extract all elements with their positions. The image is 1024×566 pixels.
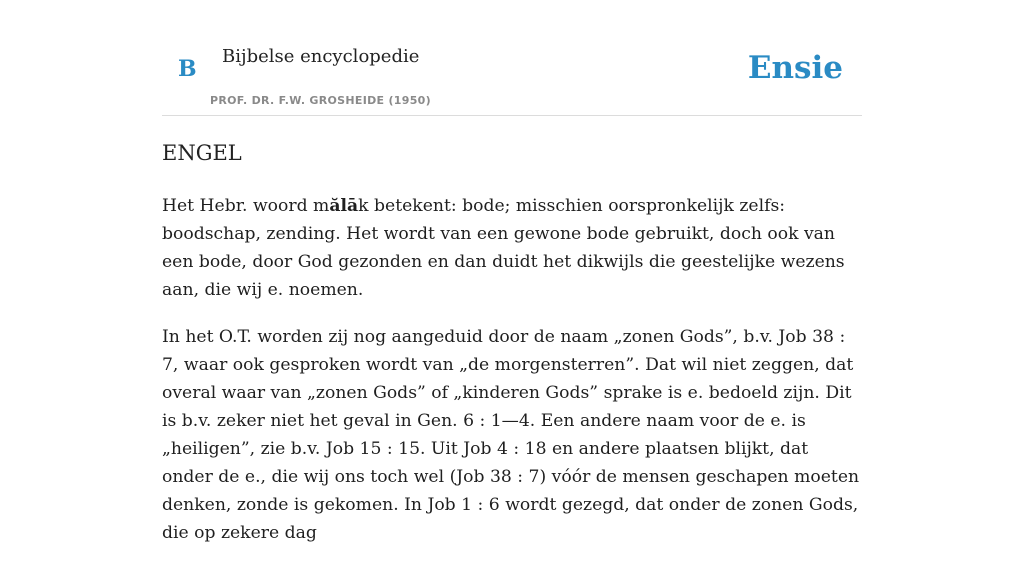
ensie-logo-link[interactable]: Ensie: [747, 50, 843, 86]
hebrew-word-bold: ălā: [329, 196, 359, 216]
page-container: [162, 0, 862, 543]
paragraph-1: [162, 192, 862, 304]
book-author: PROF. DR. F.W. GROSHEIDE (1950): [210, 94, 431, 107]
paragraph-1-start: Het Hebr. woord m: [162, 196, 330, 216]
paragraph-2: In het O.T. worden zij nog aangeduid door de naam „zonen Gods”, b.v. Job 38 : 7, waar ook gesproken wordt van „de morgensterren”. Dat wil niet zeggen, dat overal waar van „zonen Gods” of „kinderen Gods” sprake is e. bedoeld zijn. Dit is b.v. zeker niet het geval in Gen. 6 : 1—4. Een andere naam voor de e. is „heiligen”, zie b.v. Job 15 : 15. Uit Job 4 : 18 en andere plaatsen blijkt, dat onder de e., die wij ons toch wel (Job 38 : 7) vóór de mensen geschapen moeten denken, zonde is gekomen. In Job 1 : 6 wordt gezegd, dat onder de zonen Gods, die op zekere dag: [162, 327, 860, 543]
article-body: [162, 192, 862, 566]
header: [162, 0, 862, 116]
book-title[interactable]: Bijbelse encyclopedie: [222, 46, 420, 67]
book-logo-link[interactable]: B: [178, 56, 197, 82]
paragraph-1-rest: k betekent: bode; misschien oorspronkelijk zelfs: boodschap, zending. Het wordt van een gewone bode gebruikt, doch ook van een bode, door God gezonden en dan duidt het dikwijls die geestelijke wezens aan, die wij e. noemen.: [162, 196, 845, 300]
article-title: ENGEL: [162, 141, 242, 165]
